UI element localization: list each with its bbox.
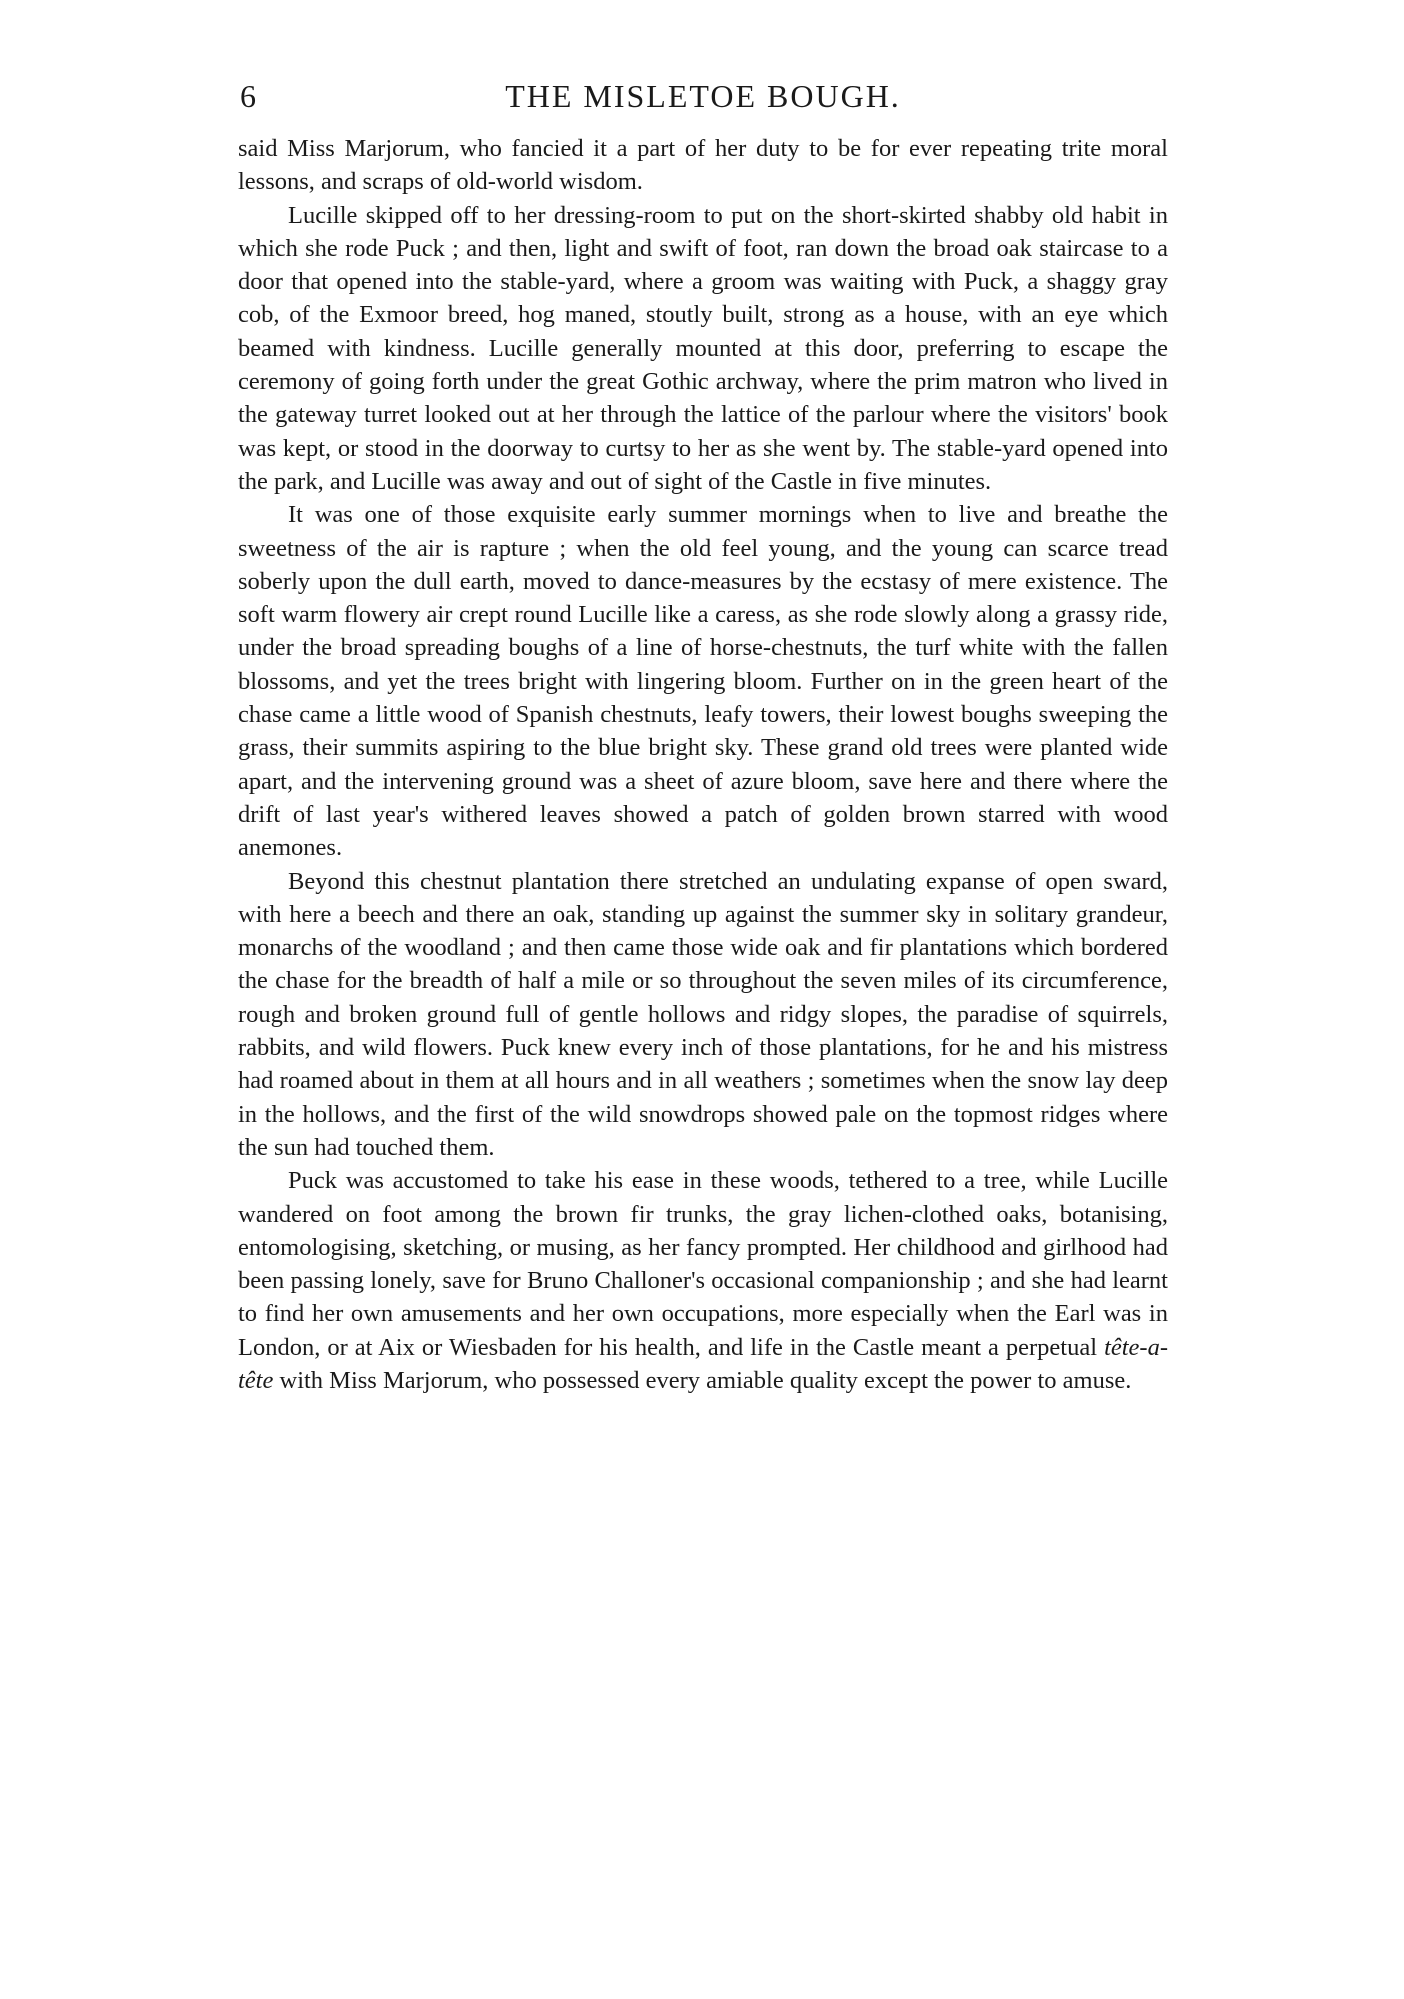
body-text: [238, 132, 1168, 1397]
page-header: [238, 78, 1168, 126]
paragraph-5-text-a: Puck was accustomed to take his ease in these woods, tethered to a tree, while Lucille wandered on foot among the brown fir trunks, the gray lichen-clothed oaks, botanising, entomologising, sketching, or musing, as her fancy prompted. Her childhood and girlhood had been passing lonely, save for Bruno Challoner's occasional companionship ; and she had learnt to find her own amusements and her own occupations, more especially when the Earl was in London, or at Aix or Wiesbaden for his health, and life in the Castle meant a perpetual: [238, 1167, 1168, 1361]
paragraph-5-text-b: with Miss Marjorum, who possessed every amiable quality except the power to amuse.: [273, 1366, 1132, 1394]
paragraph-5: [238, 1164, 1168, 1397]
paragraph-4: Beyond this chestnut plantation there stretched an undulating expanse of open sward, with here a beech and there an oak, standing up against the summer sky in solitary grandeur, monarchs of the woodland ; and then came those wide oak and fir plantations which bordered the chase for the breadth of half a mile or so throughout the seven miles of its circumference, rough and broken ground full of gentle hollows and ridgy slopes, the paradise of squirrels, rabbits, and wild flowers. Puck knew every inch of those plantations, for he and his mistress had roamed about in them at all hours and in all weathers ; sometimes when the snow lay deep in the hollows, and the first of the wild snowdrops showed pale on the topmost ridges where the sun had touched them.: [238, 867, 1168, 1161]
paragraph-2: Lucille skipped off to her dressing-room to put on the short-skirted shabby old habit in which she rode Puck ; and then, light and swift of foot, ran down the broad oak staircase to a door that opened into the stable-yard, where a groom was waiting with Puck, a shaggy gray cob, of the Exmoor breed, hog maned, stoutly built, strong as a house, with an eye which beamed with kindness. Lucille generally mounted at this door, preferring to escape the ceremony of going forth under the great Gothic archway, where the prim matron who lived in the gateway turret looked out at her through the lattice of the parlour where the visitors' book was kept, or stood in the doorway to curtsy to her as she went by. The stable-yard opened into the park, and Lucille was away and out of sight of the Castle in five minutes.: [238, 201, 1168, 495]
running-title: THE MISLETOE BOUGH.: [505, 78, 901, 114]
paragraph-3: It was one of those exquisite early summer mornings when to live and breathe the sweetness of the air is rapture ; when the old feel young, and the young can scarce tread soberly upon the dull earth, moved to dance-measures by the ecstasy of mere existence. The soft warm flowery air crept round Lucille like a caress, as she rode slowly along a grassy ride, under the broad spreading boughs of a line of horse-chestnuts, the turf white with the fallen blossoms, and yet the trees bright with lingering bloom. Further on in the green heart of the chase came a little wood of Spanish chestnuts, leafy towers, their lowest boughs sweeping the grass, their summits aspiring to the blue bright sky. These grand old trees were planted wide apart, and the intervening ground was a sheet of azure bloom, save here and there where the drift of last year's withered leaves showed a patch of golden brown starred with wood anemones.: [238, 501, 1168, 862]
italic-phrase: tête-a-tête: [238, 1333, 1168, 1394]
page-number: 6: [240, 78, 257, 114]
paragraph-1: said Miss Marjorum, who fancied it a part of her duty to be for ever repeating trite moral lessons, and scraps of old-world wisdom.: [238, 135, 1168, 196]
book-page: [238, 78, 1168, 1397]
